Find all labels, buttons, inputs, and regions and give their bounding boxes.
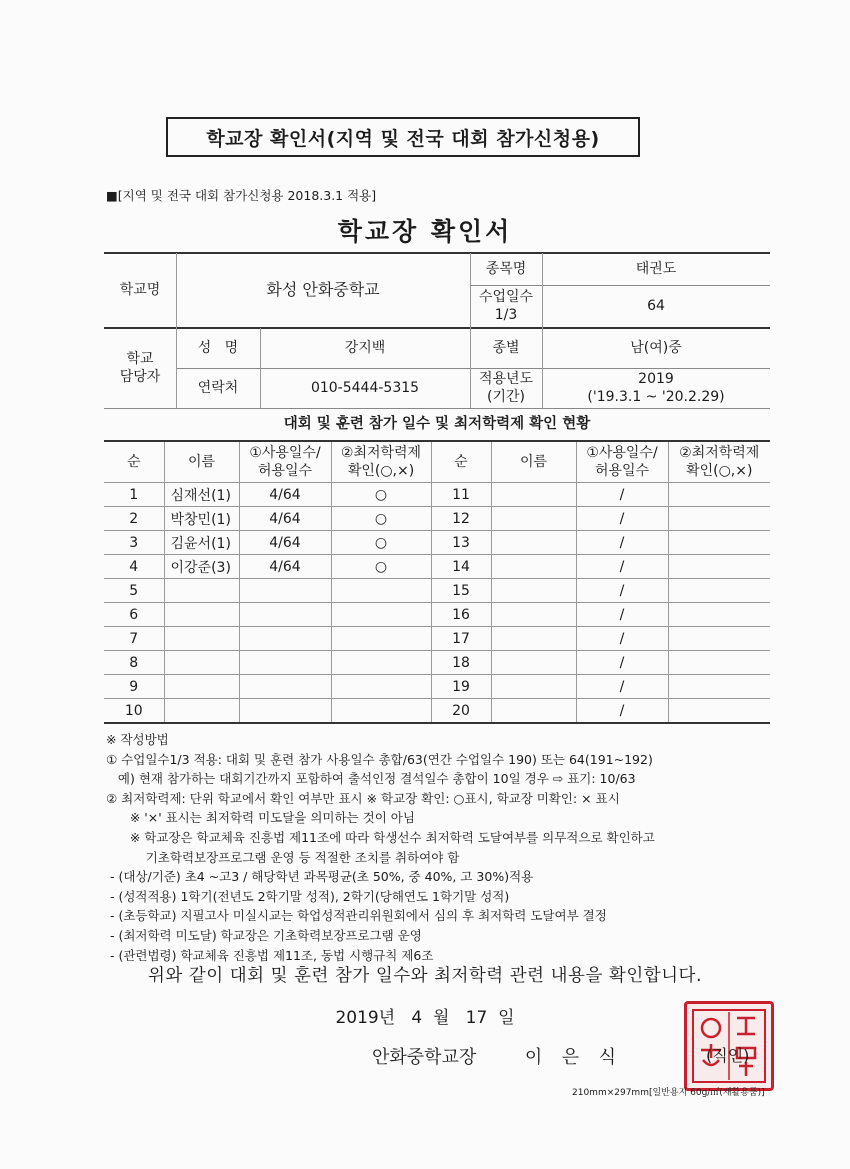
row-days-2: / <box>576 699 668 724</box>
col-no-2: 순 <box>431 441 491 483</box>
row-check <box>331 603 431 627</box>
row-days <box>239 699 331 724</box>
application-note: ■[지역 및 전국 대회 참가신청용 2018.3.1 적용] <box>106 188 377 203</box>
row-no-2: 19 <box>431 675 491 699</box>
note-line: - (성적적용) 1학기(전년도 2학기말 성적), 2학기(당해연도 1학기말 성적) <box>106 888 510 904</box>
row-no: 7 <box>104 627 164 651</box>
row-days <box>239 675 331 699</box>
note-line: ① 수업일수1/3 적용: 대회 및 훈련 참가 사용일수 총합/63(연간 수업일수 190) 또는 64(191~192) <box>106 751 653 767</box>
writing-instructions <box>106 730 766 965</box>
roster-header-row <box>104 441 770 483</box>
row-days <box>239 603 331 627</box>
row-days: 4/64 <box>239 531 331 555</box>
row-days-2: / <box>576 627 668 651</box>
row-no-2: 17 <box>431 627 491 651</box>
note-line: - (최저학력 미도달) 학교장은 기초학력보장프로그램 운영 <box>106 927 422 943</box>
col-check-2: ②최저학력제 확인(○,×) <box>668 441 770 483</box>
row-no-2: 11 <box>431 483 491 507</box>
row-days: 4/64 <box>239 507 331 531</box>
manager-label: 학교 담당자 <box>119 350 161 385</box>
col-name-2: 이름 <box>491 441 576 483</box>
row-check-2 <box>668 699 770 724</box>
period-value: ('19.3.1 ~ '20.2.29) <box>587 389 725 405</box>
row-no-2: 18 <box>431 651 491 675</box>
row-days-2: / <box>576 483 668 507</box>
note-line: 기초학력보장프로그램 운영 등 적절한 조치를 취하여야 함 <box>106 849 460 865</box>
row-no: 6 <box>104 603 164 627</box>
issue-date: 2019년 4 월 17 일 <box>335 1008 515 1028</box>
row-name: 이강준(3) <box>164 555 239 579</box>
manager-name-value: 강지백 <box>344 339 386 356</box>
row-no: 4 <box>104 555 164 579</box>
school-days-label: 수업일수 1/3 <box>478 288 534 323</box>
row-days-2: / <box>576 675 668 699</box>
row-check <box>331 651 431 675</box>
note-line: - (관련법령) 학교체육 진흥법 제11조, 동법 시행규칙 제6조 <box>106 947 434 963</box>
row-name-2 <box>491 531 576 555</box>
row-check-2 <box>668 531 770 555</box>
table-row <box>104 699 770 724</box>
row-name <box>164 651 239 675</box>
table-row <box>104 579 770 603</box>
row-check <box>331 699 431 724</box>
table-row <box>104 675 770 699</box>
note-line: ※ 학교장은 학교체육 진흥법 제11조에 따라 학생선수 최저학력 도달여부를 의무적으로 확인하고 <box>106 829 655 845</box>
gender-value: 남(여)중 <box>630 339 682 356</box>
document-header-box <box>166 117 640 157</box>
row-no-2: 13 <box>431 531 491 555</box>
row-check-2 <box>668 651 770 675</box>
header-box-title: 학교장 확인서(지역 및 전국 대회 참가신청용) <box>206 127 600 150</box>
row-days-2: / <box>576 555 668 579</box>
year-value-cell <box>542 368 770 408</box>
row-no-2: 14 <box>431 555 491 579</box>
table-row <box>104 531 770 555</box>
row-check: ○ <box>331 531 431 555</box>
row-days-2: / <box>576 651 668 675</box>
main-title: 학교장 확인서 <box>337 217 513 246</box>
sport-value: 태권도 <box>635 260 677 277</box>
row-name-2 <box>491 627 576 651</box>
row-no: 10 <box>104 699 164 724</box>
row-check-2 <box>668 579 770 603</box>
row-name: 심재선(1) <box>164 483 239 507</box>
row-no: 3 <box>104 531 164 555</box>
row-check-2 <box>668 507 770 531</box>
note-line: ※ '×' 표시는 최저학력 미도달을 의미하는 것이 아님 <box>106 810 415 826</box>
paper-size-footer: 210mm×297mm[일반용지 60g/㎡(재활용품)] <box>572 1088 765 1098</box>
roster-table <box>104 440 770 724</box>
table-row <box>104 603 770 627</box>
row-check <box>331 675 431 699</box>
row-name-2 <box>491 483 576 507</box>
confirmation-statement: 위와 같이 대회 및 훈련 참가 일수와 최저학력 관련 내용을 확인합니다. <box>147 966 703 986</box>
row-name-2 <box>491 603 576 627</box>
row-check: ○ <box>331 507 431 531</box>
note-line: - (초등학교) 지필고사 미실시교는 학업성적관리위원회에서 심의 후 최저학력 도달여부 결정 <box>106 908 607 924</box>
row-name <box>164 579 239 603</box>
manager-name-label: 성 명 <box>197 339 239 356</box>
info-table-bottom-border <box>104 408 770 409</box>
note-line: - (대상/기준) 초4 ~고3 / 해당학년 과목평균(초 50%, 중 40%, 고 30%)적용 <box>106 869 534 885</box>
table-row <box>104 555 770 579</box>
table-row <box>104 651 770 675</box>
row-no-2: 15 <box>431 579 491 603</box>
row-days <box>239 579 331 603</box>
row-no: 2 <box>104 507 164 531</box>
row-days-2: / <box>576 579 668 603</box>
row-name-2 <box>491 555 576 579</box>
row-no-2: 16 <box>431 603 491 627</box>
row-days <box>239 651 331 675</box>
row-name-2 <box>491 699 576 724</box>
row-no: 1 <box>104 483 164 507</box>
seal-mark: (직인) <box>706 1046 750 1065</box>
col-check: ②최저학력제 확인(○,×) <box>331 441 431 483</box>
col-days: ①사용일수/ 허용일수 <box>239 441 331 483</box>
row-name <box>164 699 239 724</box>
row-name: 박창민(1) <box>164 507 239 531</box>
row-check-2 <box>668 627 770 651</box>
gender-label: 종별 <box>492 339 520 356</box>
row-no: 9 <box>104 675 164 699</box>
row-check <box>331 579 431 603</box>
school-days-value: 64 <box>647 297 665 314</box>
col-no: 순 <box>104 441 164 483</box>
year-value: 2019 <box>638 370 674 387</box>
row-check: ○ <box>331 483 431 507</box>
row-days-2: / <box>576 531 668 555</box>
row-days <box>239 627 331 651</box>
row-check-2 <box>668 603 770 627</box>
note-line: ※ 작성방법 <box>106 732 169 747</box>
row-check-2 <box>668 555 770 579</box>
row-name <box>164 603 239 627</box>
row-name <box>164 627 239 651</box>
row-no: 5 <box>104 579 164 603</box>
row-days-2: / <box>576 507 668 531</box>
row-check-2 <box>668 675 770 699</box>
row-check <box>331 627 431 651</box>
year-label: 적용년도 (기간) <box>478 370 534 405</box>
row-name-2 <box>491 675 576 699</box>
row-no-2: 12 <box>431 507 491 531</box>
sport-label: 종목명 <box>485 260 527 277</box>
row-no: 8 <box>104 651 164 675</box>
principal-name: 안화중학교장 이 은 식 <box>372 1047 616 1068</box>
note-line: 예) 현재 참가하는 대회기간까지 포함하여 출석인정 결석일수 총합이 10일 경우 ⇨ 표기: 10/63 <box>106 771 636 787</box>
row-name-2 <box>491 651 576 675</box>
col-days-2: ①사용일수/ 허용일수 <box>576 441 668 483</box>
col-name: 이름 <box>164 441 239 483</box>
contact-value: 010-5444-5315 <box>310 379 420 396</box>
section-title: 대회 및 훈련 참가 일수 및 최저학력제 확인 현황 <box>283 415 591 432</box>
row-no-2: 20 <box>431 699 491 724</box>
row-check: ○ <box>331 555 431 579</box>
row-days: 4/64 <box>239 555 331 579</box>
table-row <box>104 483 770 507</box>
school-name-label: 학교명 <box>119 281 161 298</box>
contact-label: 연락처 <box>197 379 239 396</box>
school-name-value: 화성 안화중학교 <box>266 279 380 299</box>
table-row <box>104 507 770 531</box>
table-row <box>104 627 770 651</box>
row-name-2 <box>491 579 576 603</box>
row-check-2 <box>668 483 770 507</box>
row-name <box>164 675 239 699</box>
note-line: ② 최저학력제: 단위 학교에서 확인 여부만 표시 ※ 학교장 확인: ○표시, 학교장 미확인: × 표시 <box>106 790 620 806</box>
row-days: 4/64 <box>239 483 331 507</box>
row-days-2: / <box>576 603 668 627</box>
row-name-2 <box>491 507 576 531</box>
row-name: 김윤서(1) <box>164 531 239 555</box>
